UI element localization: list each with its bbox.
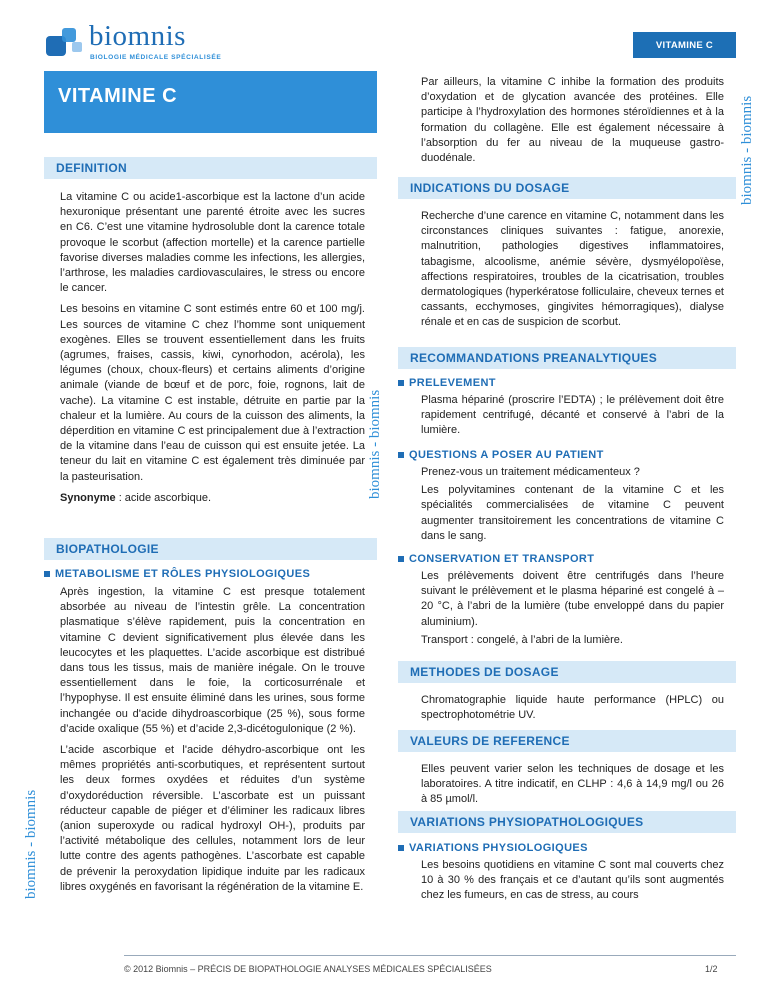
prelevement-body: Plasma hépariné (proscrire l’EDTA) ; le prélèvement doit être rapidement centrifugé, décanté et conservé à l’abri de la lumière. (421, 394, 724, 437)
conservation-subheading: CONSERVATION ET TRANSPORT (398, 553, 594, 565)
watermark: biomnis - biomnis (367, 389, 383, 499)
footer-text: © 2012 Biomnis – PRÉCIS DE BIOPATHOLOGIE ANALYSES MÉDICALES SPÉCIALISÉES (124, 964, 492, 974)
indications-heading: INDICATIONS DU DOSAGE (398, 177, 736, 199)
definition-heading: DEFINITION (44, 157, 377, 179)
preanalytiques-heading: RECOMMANDATIONS PREANALYTIQUES (398, 347, 736, 369)
bullet-square-icon (398, 452, 404, 458)
synonym-label: Synonyme (60, 491, 116, 504)
header-tag: VITAMINE C (633, 32, 736, 58)
synonym-line (60, 491, 365, 506)
watermark: biomnis - biomnis (739, 95, 755, 205)
conservation-body (421, 569, 724, 654)
biomnis-logo (44, 20, 222, 62)
variations-heading: VARIATIONS PHYSIOPATHOLOGIQUES (398, 811, 736, 833)
right-intro: Par ailleurs, la vitamine C inhibe la formation des produits d’oxydation et de glycation avancée des protéines. Elle participe à l’hydroxylation des hormones stéroïdiennes et à la formation du collagène. Elle est également nécessaire à l’absorption du fer au niveau de la muqueuse gastro-duodénale. (421, 76, 724, 165)
methodes-heading: METHODES DE DOSAGE (398, 661, 736, 683)
metabolisme-subheading: METABOLISME ET RÔLES PHYSIOLOGIQUES (44, 568, 310, 580)
definition-body (60, 190, 365, 512)
valeurs-heading: VALEURS DE REFERENCE (398, 730, 736, 752)
questions-paragraph: Les polyvitamines contenant de la vitamine C et les spécialités commercialisées de vitamine C peuvent augmenter transitoirement les concentrations de vitamine C dans le sang. (421, 484, 724, 542)
questions-subheading: QUESTIONS A POSER AU PATIENT (398, 449, 604, 461)
conservation-paragraph: Les prélèvements doivent être centrifugés dans l’heure suivant le prélèvement et le plasma hépariné est congelé à – 20 °C, à l’abri de la lumière (tube enveloppé dans du papier aluminium). (421, 570, 724, 628)
biomnis-logo-icon (44, 22, 86, 62)
biopathologie-body (60, 585, 365, 901)
brand-tagline: BIOLOGIE MÉDICALE SPÉCIALISÉE (90, 54, 222, 61)
biopathologie-heading: BIOPATHOLOGIE (44, 538, 377, 560)
transport-line: Transport : congelé, à l’abri de la lumière. (421, 633, 623, 646)
prelevement-subheading: PRELEVEMENT (398, 377, 496, 389)
bullet-square-icon (398, 845, 404, 851)
watermark: biomnis - biomnis (23, 789, 39, 899)
bullet-square-icon (44, 571, 50, 577)
patient-question: Prenez-vous un traitement médicamenteux ? (421, 466, 640, 478)
indications-body: Recherche d’une carence en vitamine C, notamment dans les circonstances cliniques suivantes : fatigue, anorexie, malnutrition, pathologies digestives inflammatoires, tabagisme, alcoolisme, anémie sévère, dysmyélopoïèse, affections respiratoires, troubles de la cicatrisation, troubles dermatologiques (hyperkératose folliculaire, cheveux ternes et cassants, ecchymoses, gingivites hémorragiques), dialyse rénale et en cas de suspicion de scorbut. (421, 210, 724, 329)
synonym-text: : acide ascorbique. (115, 491, 212, 504)
bullet-square-icon (398, 380, 404, 386)
definition-paragraph: Les besoins en vitamine C sont estimés entre 60 et 100 mg/j. Les sources de vitamine C chez l’homme sont uniquement exogènes. Elles se trouvent essentiellement dans les fruits (agrumes, fraises, cassis, kiwi, cynorhodon, acérola), les légumes (choux, choux-fleurs) et certains aliments d’origine animale (viande de bœuf et de porc, foie, rognons, lait de vache). La vitamine C est instable, détruite en partie par la chaleur et la lumière. Au cours de la cuisson des aliments, la déperdition en vitamine C est principalement due à l’extraction de la vitamine dans l’eau de cuisson qui est ensuite jetée. La teneur du lait en vitamine C est également très diminuée par la pasteurisation. (60, 303, 365, 483)
methodes-body: Chromatographie liquide haute performance (HPLC) ou spectrophotométrie UV. (421, 694, 724, 722)
page-number: 1/2 (705, 964, 718, 974)
brand-name: biomnis (89, 20, 186, 52)
variations-subheading: VARIATIONS PHYSIOLOGIQUES (398, 842, 588, 854)
bullet-square-icon (398, 556, 404, 562)
biopathologie-paragraph: Après ingestion, la vitamine C est presque totalement absorbée au niveau de l’intestin grêle. La concentration plasmatique s’élève rapidement, puis la concentration en vitamine C devient significativement plus élevée dans les leucocytes et les plaquettes. L’acide ascorbique est distribué dans tous les tissus, mais de manière inégale. On le trouve essentiellement dans le foie, la corticosurrénale et l’hypophyse. Il est ensuite éliminé dans les urines, sous forme inchangée ou d'acide dihydroascorbique (25 %), sous forme d’acide oxalique (55 %) et d’acide 2,3-dicétogulonique (2 %). (60, 586, 365, 735)
definition-paragraph: La vitamine C ou acide1-ascorbique est la lactone d’un acide hexuronique présentant une parenté étroite avec les sucres en C6. C’est une vitamine hydrosoluble dont la carence totale provoque le scorbut (affection mortelle) et la carence partielle favorise diverses maladies comme les infections, les allergies, l’arthrose, les maladies cardiovasculaires, le stress ou encore le cancer. (60, 191, 365, 295)
title-banner (44, 71, 377, 133)
footer-divider (124, 955, 736, 956)
valeurs-body: Elles peuvent varier selon les techniques de dosage et les laboratoires. A titre indicatif, en CLHP : 4,6 à 14,9 mg/l ou 26 à 85 µmol/l. (421, 763, 724, 806)
variations-body: Les besoins quotidiens en vitamine C sont mal couverts chez 10 à 30 % des français et ce d’autant qu’ils sont augmentés chez les fumeurs, en cas de stress, au cours (421, 859, 724, 902)
page-title: VITAMINE C (58, 85, 178, 107)
biopathologie-paragraph: L’acide ascorbique et l'acide déhydro-ascorbique ont les mêmes propriétés anti-scorbutiques, et représentent surtout les deux formes oxydées et réduites d’un système d’oxydoréduction réversible. L’ascorbate est un puissant réducteur capable de piéger et d’éliminer les radicaux libres (anion superoxyde ou radical hydroxyl OH-), produits par l’activité métabolique des cellules, notamment lors de leur lutte contre des agents pathogènes. L’ascorbate est capable de prévenir la peroxydation lipidique induite par les radicaux libres oxygénés en favorisant la régénération de la vitamine E. (60, 744, 365, 893)
questions-body (421, 465, 724, 550)
